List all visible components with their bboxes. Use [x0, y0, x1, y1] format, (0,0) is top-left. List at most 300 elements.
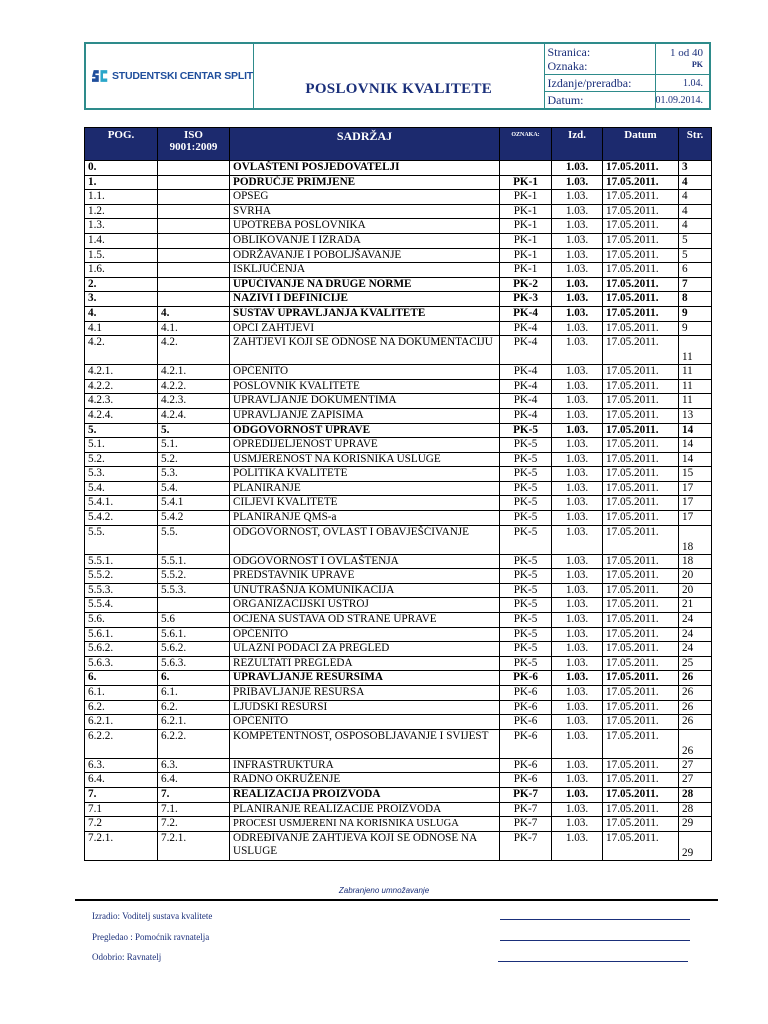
cell-title: UPOTREBA POSLOVNIKA: [230, 219, 500, 234]
cell-str: 5: [679, 233, 712, 248]
cell-datum: 17.05.2011.: [603, 627, 679, 642]
cell-oznaka: [500, 161, 552, 176]
cell-str: 24: [679, 613, 712, 628]
cell-datum: 17.05.2011.: [603, 613, 679, 628]
table-body: [85, 161, 712, 861]
cell-datum: 17.05.2011.: [603, 263, 679, 278]
cell-oznaka: PK-7: [500, 817, 552, 832]
cell-oznaka: PK-6: [500, 773, 552, 788]
cell-datum: 17.05.2011.: [603, 583, 679, 598]
cell-datum: 17.05.2011.: [603, 438, 679, 453]
meta-info: [545, 44, 710, 108]
cell-oznaka: PK-5: [500, 569, 552, 584]
table-row: [85, 758, 712, 773]
izradio-signature-line: [500, 919, 690, 920]
cell-oznaka: PK-5: [500, 438, 552, 453]
cell-datum: 17.05.2011.: [603, 190, 679, 205]
cell-title: PLANIRANJE: [230, 481, 500, 496]
cell-iso: 4.2.3.: [158, 394, 230, 409]
cell-iso: 5.6.1.: [158, 627, 230, 642]
pregledao-label: Pregledao : Pomoćnik ravnatelja: [92, 932, 210, 942]
cell-pog: 5.6.1.: [85, 627, 158, 642]
cell-iso: [158, 277, 230, 292]
cell-datum: 17.05.2011.: [603, 715, 679, 730]
cell-iso: 4.2.2.: [158, 379, 230, 394]
cell-pog: 1.5.: [85, 248, 158, 263]
cell-str: 11: [679, 379, 712, 394]
table-row: [85, 161, 712, 176]
cell-title: PRIBAVLJANJE RESURSA: [230, 686, 500, 701]
izdanje-label: Izdanje/preradba:: [545, 75, 656, 91]
cell-iso: 4.2.4.: [158, 408, 230, 423]
cell-datum: 17.05.2011.: [603, 394, 679, 409]
cell-izd: 1.03.: [552, 686, 603, 701]
cell-str: 4: [679, 204, 712, 219]
cell-datum: 17.05.2011.: [603, 817, 679, 832]
cell-title: OVLAŠTENI POSJEDOVATELJI: [230, 161, 500, 176]
cell-datum: 17.05.2011.: [603, 511, 679, 526]
table-row: [85, 467, 712, 482]
table-row: [85, 671, 712, 686]
cell-title: REALIZACIJA PROIZVODA: [230, 787, 500, 802]
table-row: [85, 365, 712, 380]
cell-str: 14: [679, 423, 712, 438]
cell-iso: 6.1.: [158, 686, 230, 701]
logo: [86, 44, 254, 108]
meta-row-datum: [545, 92, 710, 108]
cell-str: 13: [679, 408, 712, 423]
cell-str: 24: [679, 642, 712, 657]
cell-iso: 5.1.: [158, 438, 230, 453]
table-row: [85, 379, 712, 394]
cell-str: 5: [679, 248, 712, 263]
cell-izd: 1.03.: [552, 233, 603, 248]
cell-pog: 5.3.: [85, 467, 158, 482]
cell-pog: 5.5.1.: [85, 554, 158, 569]
cell-izd: 1.03.: [552, 671, 603, 686]
cell-title: UNUTRAŠNJA KOMUNIKACIJA: [230, 583, 500, 598]
cell-title: OPĆENITO: [230, 715, 500, 730]
cell-str: 9: [679, 321, 712, 336]
cell-pog: 4.2.1.: [85, 365, 158, 380]
cell-iso: [158, 161, 230, 176]
cell-oznaka: PK-6: [500, 686, 552, 701]
cell-datum: 17.05.2011.: [603, 408, 679, 423]
cell-datum: 17.05.2011.: [603, 642, 679, 657]
cell-title: ODRŽAVANJE I POBOLJŠAVANJE: [230, 248, 500, 263]
cell-title: SUSTAV UPRAVLJANJA KVALITETE: [230, 306, 500, 321]
cell-title: UPUĆIVANJE NA DRUGE NORME: [230, 277, 500, 292]
cell-pog: 5.4.2.: [85, 511, 158, 526]
col-datum: Datum: [603, 128, 679, 161]
cell-datum: 17.05.2011.: [603, 481, 679, 496]
cell-datum: 17.05.2011.: [603, 292, 679, 307]
cell-izd: 1.03.: [552, 569, 603, 584]
table-row: [85, 554, 712, 569]
cell-izd: 1.03.: [552, 831, 603, 860]
table-row: [85, 627, 712, 642]
cell-oznaka: PK-1: [500, 219, 552, 234]
table-row: [85, 729, 712, 758]
cell-izd: 1.03.: [552, 700, 603, 715]
col-iso-line1: ISO: [184, 129, 203, 141]
izradio-label: Izradio: Voditelj sustava kvalitete: [92, 911, 213, 921]
cell-izd: 1.03.: [552, 554, 603, 569]
cell-datum: 17.05.2011.: [603, 656, 679, 671]
cell-datum: 17.05.2011.: [603, 758, 679, 773]
table-row: [85, 423, 712, 438]
cell-iso: [158, 263, 230, 278]
table-row: [85, 394, 712, 409]
table-row: [85, 831, 712, 860]
cell-datum: 17.05.2011.: [603, 700, 679, 715]
cell-str: 26: [679, 700, 712, 715]
col-izd: Izd.: [552, 128, 603, 161]
cell-oznaka: PK-1: [500, 204, 552, 219]
cell-oznaka: PK-5: [500, 496, 552, 511]
table-row: [85, 598, 712, 613]
cell-str: 11: [679, 336, 712, 365]
cell-datum: 17.05.2011.: [603, 773, 679, 788]
cell-oznaka: PK-5: [500, 423, 552, 438]
cell-pog: 3.: [85, 292, 158, 307]
cell-title: INFRASTRUKTURA: [230, 758, 500, 773]
cell-datum: 17.05.2011.: [603, 787, 679, 802]
table-row: [85, 204, 712, 219]
cell-oznaka: PK-4: [500, 365, 552, 380]
cell-iso: 5.3.: [158, 467, 230, 482]
cell-iso: 6.2.: [158, 700, 230, 715]
cell-datum: 17.05.2011.: [603, 831, 679, 860]
cell-datum: 17.05.2011.: [603, 554, 679, 569]
cell-str: 4: [679, 219, 712, 234]
cell-oznaka: PK-1: [500, 175, 552, 190]
cell-iso: 6.3.: [158, 758, 230, 773]
logo-text: STUDENTSKI CENTAR SPLIT: [111, 70, 253, 82]
meta-row-izdanje: [545, 75, 710, 92]
cell-str: 17: [679, 496, 712, 511]
cell-datum: 17.05.2011.: [603, 219, 679, 234]
cell-datum: 17.05.2011.: [603, 729, 679, 758]
cell-title: POSLOVNIK KVALITETE: [230, 379, 500, 394]
table-header-row: [85, 128, 712, 161]
cell-pog: 1.2.: [85, 204, 158, 219]
cell-izd: 1.03.: [552, 336, 603, 365]
cell-title: REZULTATI PREGLEDA: [230, 656, 500, 671]
cell-pog: 7.: [85, 787, 158, 802]
cell-str: 7: [679, 277, 712, 292]
cell-iso: 5.4.2: [158, 511, 230, 526]
cell-iso: 4.2.1.: [158, 365, 230, 380]
copy-notice: Zabranjeno umnožavanje: [338, 886, 430, 895]
cell-oznaka: PK-5: [500, 627, 552, 642]
cell-pog: 5.5.4.: [85, 598, 158, 613]
cell-iso: 5.: [158, 423, 230, 438]
cell-pog: 5.: [85, 423, 158, 438]
cell-izd: 1.03.: [552, 627, 603, 642]
cell-str: 27: [679, 773, 712, 788]
cell-pog: 5.1.: [85, 438, 158, 453]
cell-title: PODRUČJE PRIMJENE: [230, 175, 500, 190]
cell-oznaka: PK-5: [500, 642, 552, 657]
cell-str: 17: [679, 481, 712, 496]
cell-izd: 1.03.: [552, 758, 603, 773]
cell-title: ULAZNI PODACI ZA PREGLED: [230, 642, 500, 657]
table-row: [85, 438, 712, 453]
cell-datum: 17.05.2011.: [603, 277, 679, 292]
cell-str: 4: [679, 190, 712, 205]
cell-datum: 17.05.2011.: [603, 569, 679, 584]
cell-oznaka: PK-6: [500, 758, 552, 773]
col-str: Str.: [679, 128, 712, 161]
cell-iso: 5.6: [158, 613, 230, 628]
cell-pog: 4.2.: [85, 336, 158, 365]
table-row: [85, 452, 712, 467]
cell-izd: 1.03.: [552, 204, 603, 219]
document-title: POSLOVNIK KVALITETE: [305, 81, 493, 97]
stranica-value: 1 od 40: [670, 47, 703, 59]
cell-oznaka: PK-7: [500, 802, 552, 817]
cell-title: PREDSTAVNIK UPRAVE: [230, 569, 500, 584]
cell-datum: 17.05.2011.: [603, 175, 679, 190]
cell-str: 26: [679, 729, 712, 758]
cell-title: ORGANIZACIJSKI USTROJ: [230, 598, 500, 613]
table-row: [85, 496, 712, 511]
cell-datum: 17.05.2011.: [603, 321, 679, 336]
cell-iso: 5.5.: [158, 525, 230, 554]
cell-oznaka: PK-6: [500, 715, 552, 730]
cell-str: 28: [679, 802, 712, 817]
cell-pog: 6.3.: [85, 758, 158, 773]
cell-iso: 7.1.: [158, 802, 230, 817]
datum-label: Datum:: [545, 92, 656, 108]
cell-iso: 5.5.3.: [158, 583, 230, 598]
cell-oznaka: PK-1: [500, 248, 552, 263]
footer-divider: [75, 899, 718, 901]
cell-pog: 4.2.4.: [85, 408, 158, 423]
cell-title: SVRHA: [230, 204, 500, 219]
cell-iso: [158, 292, 230, 307]
sc-logo-icon: [92, 66, 109, 86]
cell-datum: 17.05.2011.: [603, 233, 679, 248]
cell-izd: 1.03.: [552, 511, 603, 526]
cell-datum: 17.05.2011.: [603, 671, 679, 686]
table-row: [85, 336, 712, 365]
contents-table: [84, 127, 712, 861]
cell-izd: 1.03.: [552, 365, 603, 380]
cell-izd: 1.03.: [552, 715, 603, 730]
cell-izd: 1.03.: [552, 656, 603, 671]
cell-pog: 7.1: [85, 802, 158, 817]
cell-oznaka: PK-4: [500, 306, 552, 321]
cell-title: OPĆENITO: [230, 365, 500, 380]
table-row: [85, 233, 712, 248]
cell-izd: 1.03.: [552, 306, 603, 321]
cell-iso: 4.1.: [158, 321, 230, 336]
table-row: [85, 190, 712, 205]
table-row: [85, 787, 712, 802]
cell-iso: 5.4.: [158, 481, 230, 496]
cell-oznaka: PK-5: [500, 554, 552, 569]
cell-iso: 7.: [158, 787, 230, 802]
cell-str: 27: [679, 758, 712, 773]
cell-title: ODGOVORNOST UPRAVE: [230, 423, 500, 438]
col-sadrzaj: SADRŽAJ: [230, 128, 500, 161]
cell-iso: [158, 248, 230, 263]
cell-pog: 7.2.1.: [85, 831, 158, 860]
cell-str: 26: [679, 715, 712, 730]
cell-izd: 1.03.: [552, 175, 603, 190]
cell-pog: 5.4.1.: [85, 496, 158, 511]
cell-izd: 1.03.: [552, 496, 603, 511]
table-row: [85, 511, 712, 526]
pregledao-signature-line: [500, 940, 690, 941]
col-pog: POG.: [85, 128, 158, 161]
cell-str: 15: [679, 467, 712, 482]
cell-title: UPRAVLJANJE DOKUMENTIMA: [230, 394, 500, 409]
cell-izd: 1.03.: [552, 161, 603, 176]
cell-oznaka: PK-7: [500, 831, 552, 860]
meta-row-stranica: [545, 44, 710, 75]
oznaka-value: PK: [691, 60, 703, 69]
cell-pog: 4.2.3.: [85, 394, 158, 409]
cell-izd: 1.03.: [552, 817, 603, 832]
cell-str: 8: [679, 292, 712, 307]
cell-str: 20: [679, 569, 712, 584]
table-row: [85, 569, 712, 584]
cell-pog: 5.6.2.: [85, 642, 158, 657]
table-row: [85, 481, 712, 496]
cell-iso: 6.: [158, 671, 230, 686]
cell-str: 26: [679, 671, 712, 686]
cell-oznaka: PK-1: [500, 263, 552, 278]
cell-pog: 5.5.: [85, 525, 158, 554]
cell-pog: 1.4.: [85, 233, 158, 248]
document-header: [84, 42, 711, 110]
table-row: [85, 686, 712, 701]
cell-iso: 5.6.2.: [158, 642, 230, 657]
cell-pog: 1.: [85, 175, 158, 190]
table-row: [85, 613, 712, 628]
cell-title: OCJENA SUSTAVA OD STRANE UPRAVE: [230, 613, 500, 628]
table-row: [85, 321, 712, 336]
cell-str: 21: [679, 598, 712, 613]
cell-iso: 5.5.2.: [158, 569, 230, 584]
cell-pog: 0.: [85, 161, 158, 176]
cell-oznaka: PK-5: [500, 511, 552, 526]
cell-str: 14: [679, 438, 712, 453]
cell-izd: 1.03.: [552, 394, 603, 409]
cell-pog: 1.6.: [85, 263, 158, 278]
cell-izd: 1.03.: [552, 292, 603, 307]
col-oznaka: OZNAKA:: [500, 128, 552, 161]
cell-izd: 1.03.: [552, 729, 603, 758]
cell-title: OPĆENITO: [230, 627, 500, 642]
cell-title: RADNO OKRUŽENJE: [230, 773, 500, 788]
cell-datum: 17.05.2011.: [603, 598, 679, 613]
cell-iso: 7.2.1.: [158, 831, 230, 860]
cell-datum: 17.05.2011.: [603, 686, 679, 701]
cell-str: 28: [679, 787, 712, 802]
cell-oznaka: PK-5: [500, 613, 552, 628]
cell-pog: 6.4.: [85, 773, 158, 788]
cell-datum: 17.05.2011.: [603, 204, 679, 219]
cell-title: ODGOVORNOST, OVLAST I OBAVJEŠĆIVANJE: [230, 525, 500, 554]
cell-oznaka: PK-6: [500, 671, 552, 686]
cell-iso: 5.4.1: [158, 496, 230, 511]
cell-datum: 17.05.2011.: [603, 802, 679, 817]
table-row: [85, 656, 712, 671]
cell-datum: 17.05.2011.: [603, 248, 679, 263]
cell-str: 18: [679, 554, 712, 569]
izdanje-value: 1.04.: [683, 77, 703, 89]
cell-oznaka: PK-6: [500, 700, 552, 715]
table-row: [85, 773, 712, 788]
cell-izd: 1.03.: [552, 423, 603, 438]
cell-izd: 1.03.: [552, 219, 603, 234]
cell-title: PLANIRANJE QMS-a: [230, 511, 500, 526]
cell-iso: 7.2.: [158, 817, 230, 832]
cell-izd: 1.03.: [552, 248, 603, 263]
table-row: [85, 263, 712, 278]
cell-iso: 6.2.2.: [158, 729, 230, 758]
table-row: [85, 817, 712, 832]
cell-title: USMJERENOST NA KORISNIKA USLUGE: [230, 452, 500, 467]
cell-oznaka: PK-2: [500, 277, 552, 292]
cell-str: 25: [679, 656, 712, 671]
col-iso-line2: 9001:2009: [169, 141, 218, 153]
cell-str: 6: [679, 263, 712, 278]
table-row: [85, 219, 712, 234]
cell-str: 29: [679, 817, 712, 832]
cell-oznaka: PK-5: [500, 583, 552, 598]
cell-title: PROCESI USMJERENI NA KORISNIKA USLUGA: [230, 817, 500, 832]
cell-title: UPRAVLJANJE RESURSIMA: [230, 671, 500, 686]
cell-str: 9: [679, 306, 712, 321]
cell-oznaka: PK-5: [500, 481, 552, 496]
table-row: [85, 642, 712, 657]
cell-iso: [158, 219, 230, 234]
cell-pog: 1.1.: [85, 190, 158, 205]
table-row: [85, 802, 712, 817]
datum-value: 01.09.2014.: [655, 94, 703, 106]
cell-title: ISKLJUČENJA: [230, 263, 500, 278]
cell-str: 17: [679, 511, 712, 526]
cell-izd: 1.03.: [552, 467, 603, 482]
cell-izd: 1.03.: [552, 802, 603, 817]
table-row: [85, 408, 712, 423]
cell-izd: 1.03.: [552, 787, 603, 802]
cell-datum: 17.05.2011.: [603, 365, 679, 380]
cell-izd: 1.03.: [552, 598, 603, 613]
cell-oznaka: PK-4: [500, 394, 552, 409]
cell-izd: 1.03.: [552, 277, 603, 292]
cell-pog: 6.1.: [85, 686, 158, 701]
cell-izd: 1.03.: [552, 481, 603, 496]
cell-title: OPREDIJELJENOST UPRAVE: [230, 438, 500, 453]
cell-title: ODREĐIVANJE ZAHTJEVA KOJI SE ODNOSE NA USLUGE: [230, 831, 500, 860]
cell-oznaka: PK-6: [500, 729, 552, 758]
cell-izd: 1.03.: [552, 408, 603, 423]
cell-pog: 6.2.: [85, 700, 158, 715]
stranica-label: Stranica:: [547, 45, 591, 59]
cell-iso: [158, 233, 230, 248]
cell-izd: 1.03.: [552, 583, 603, 598]
table-row: [85, 715, 712, 730]
cell-izd: 1.03.: [552, 438, 603, 453]
odobrio-label: Odobrio: Ravnatelj: [92, 952, 162, 962]
table-row: [85, 292, 712, 307]
